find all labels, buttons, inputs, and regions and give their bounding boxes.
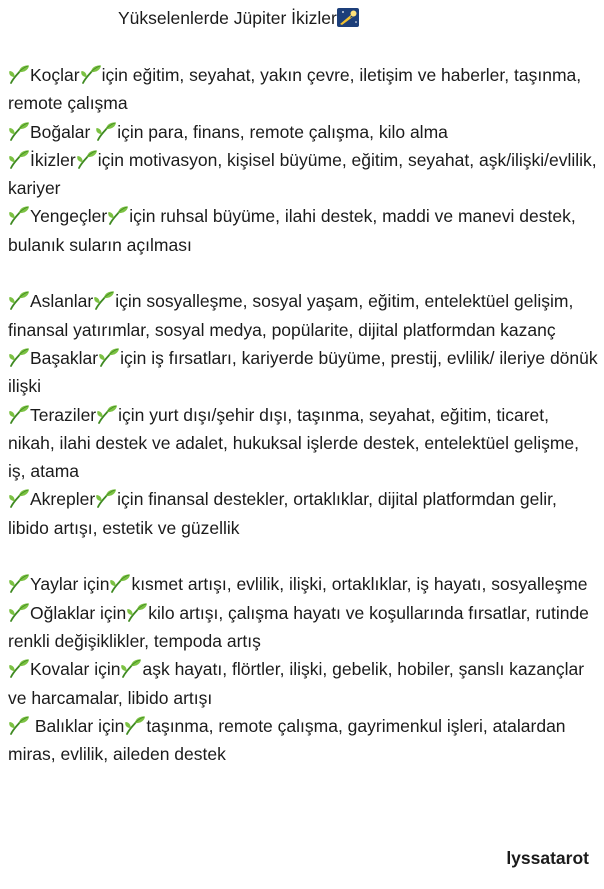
list-item <box>8 570 598 598</box>
sign-name: Oğlaklar için <box>30 602 127 623</box>
sign-name: Akrepler <box>30 489 96 510</box>
sign-forecast: için motivasyon, kişisel büyüme, eğitim, seyahat, aşk/ilişki/evlilik, kariyer <box>8 149 597 199</box>
seedling-icon <box>80 64 102 84</box>
sign-forecast: için finansal destekler, ortaklıklar, dijital platformdan gelir, libido artışı, estetik ve güzellik <box>8 489 557 538</box>
seedling-icon <box>95 488 117 508</box>
sign-forecast: için iş fırsatları, kariyerde büyüme, prestij, evlilik/ ileriye dönük ilişki <box>8 347 598 397</box>
horoscope-list <box>8 61 598 768</box>
sign-name: Yengeçler <box>30 206 108 227</box>
sign-name: Aslanlar <box>30 291 94 312</box>
seedling-icon <box>8 658 30 678</box>
author-signature: lyssatarot <box>506 848 589 868</box>
seedling-icon <box>8 602 30 622</box>
seedling-icon <box>8 149 30 169</box>
seedling-icon <box>8 64 30 84</box>
sign-forecast: aşk hayatı, flörtler, ilişki, gebelik, hobiler, şanslı kazançlar ve harcamalar, libido artışı <box>8 659 585 708</box>
seedling-icon <box>120 658 142 678</box>
sign-forecast: kısmet artışı, evlilik, ilişki, ortaklıklar, iş hayatı, sosyalleşme <box>131 574 588 595</box>
seedling-icon <box>126 602 148 622</box>
title-text: Yükselenlerde Jüpiter İkizler <box>118 8 337 28</box>
list-item <box>8 599 598 656</box>
sign-name: Kovalar için <box>30 659 121 680</box>
list-item <box>8 344 598 401</box>
sign-forecast: için yurt dışı/şehir dışı, taşınma, seyahat, eğitim, ticaret, nikah, ilahi destek ve adalet, hukuksal işlerde destek, entelektüel gelişme, iş, atama <box>8 404 580 482</box>
list-item <box>8 401 598 486</box>
seedling-icon <box>8 347 30 367</box>
seedling-icon <box>93 290 115 310</box>
seedling-icon <box>8 205 30 225</box>
list-item <box>8 287 598 344</box>
seedling-icon <box>8 715 30 735</box>
post-title <box>118 6 359 30</box>
seedling-icon <box>98 347 120 367</box>
list-item <box>8 655 598 712</box>
sign-name: Boğalar <box>30 121 96 142</box>
sign-forecast: için eğitim, seyahat, yakın çevre, iletişim ve haberler, taşınma, remote çalışma <box>8 65 582 114</box>
seedling-icon <box>96 404 118 424</box>
list-item <box>8 118 598 146</box>
comet-icon <box>337 8 359 27</box>
seedling-icon <box>8 121 30 141</box>
list-item <box>8 202 598 259</box>
seedling-icon <box>8 404 30 424</box>
sign-forecast: taşınma, remote çalışma, gayrimenkul işleri, atalardan miras, evlilik, aileden destek <box>8 715 566 765</box>
sign-name: Teraziler <box>30 404 97 425</box>
seedling-icon <box>107 205 129 225</box>
sign-name: Koçlar <box>30 65 80 85</box>
seedling-icon <box>76 149 98 169</box>
sign-name: Balıklar için <box>30 715 125 736</box>
list-item <box>8 712 598 769</box>
sign-name: Yaylar için <box>30 574 110 595</box>
seedling-icon <box>95 121 117 141</box>
sign-forecast: için ruhsal büyüme, ilahi destek, maddi ve manevi destek, bulanık suların açılması <box>8 206 576 255</box>
sign-name: İkizler <box>30 149 76 170</box>
seedling-icon <box>109 573 131 593</box>
sign-forecast: kilo artışı, çalışma hayatı ve koşullarında fırsatlar, rutinde renkli değişiklikler, tempoda artış <box>8 602 589 651</box>
list-item <box>8 485 598 542</box>
seedling-icon <box>8 488 30 508</box>
seedling-icon <box>8 573 30 593</box>
list-item <box>8 61 598 118</box>
seedling-icon <box>124 715 146 735</box>
list-item <box>8 146 598 203</box>
sign-forecast: için para, finans, remote çalışma, kilo alma <box>117 121 448 142</box>
seedling-icon <box>8 290 30 310</box>
sign-forecast: için sosyalleşme, sosyal yaşam, eğitim, entelektüel gelişim, finansal yatırımlar, sosyal medya, popülarite, dijital platformdan kazanç <box>8 291 574 340</box>
sign-name: Başaklar <box>30 347 99 368</box>
